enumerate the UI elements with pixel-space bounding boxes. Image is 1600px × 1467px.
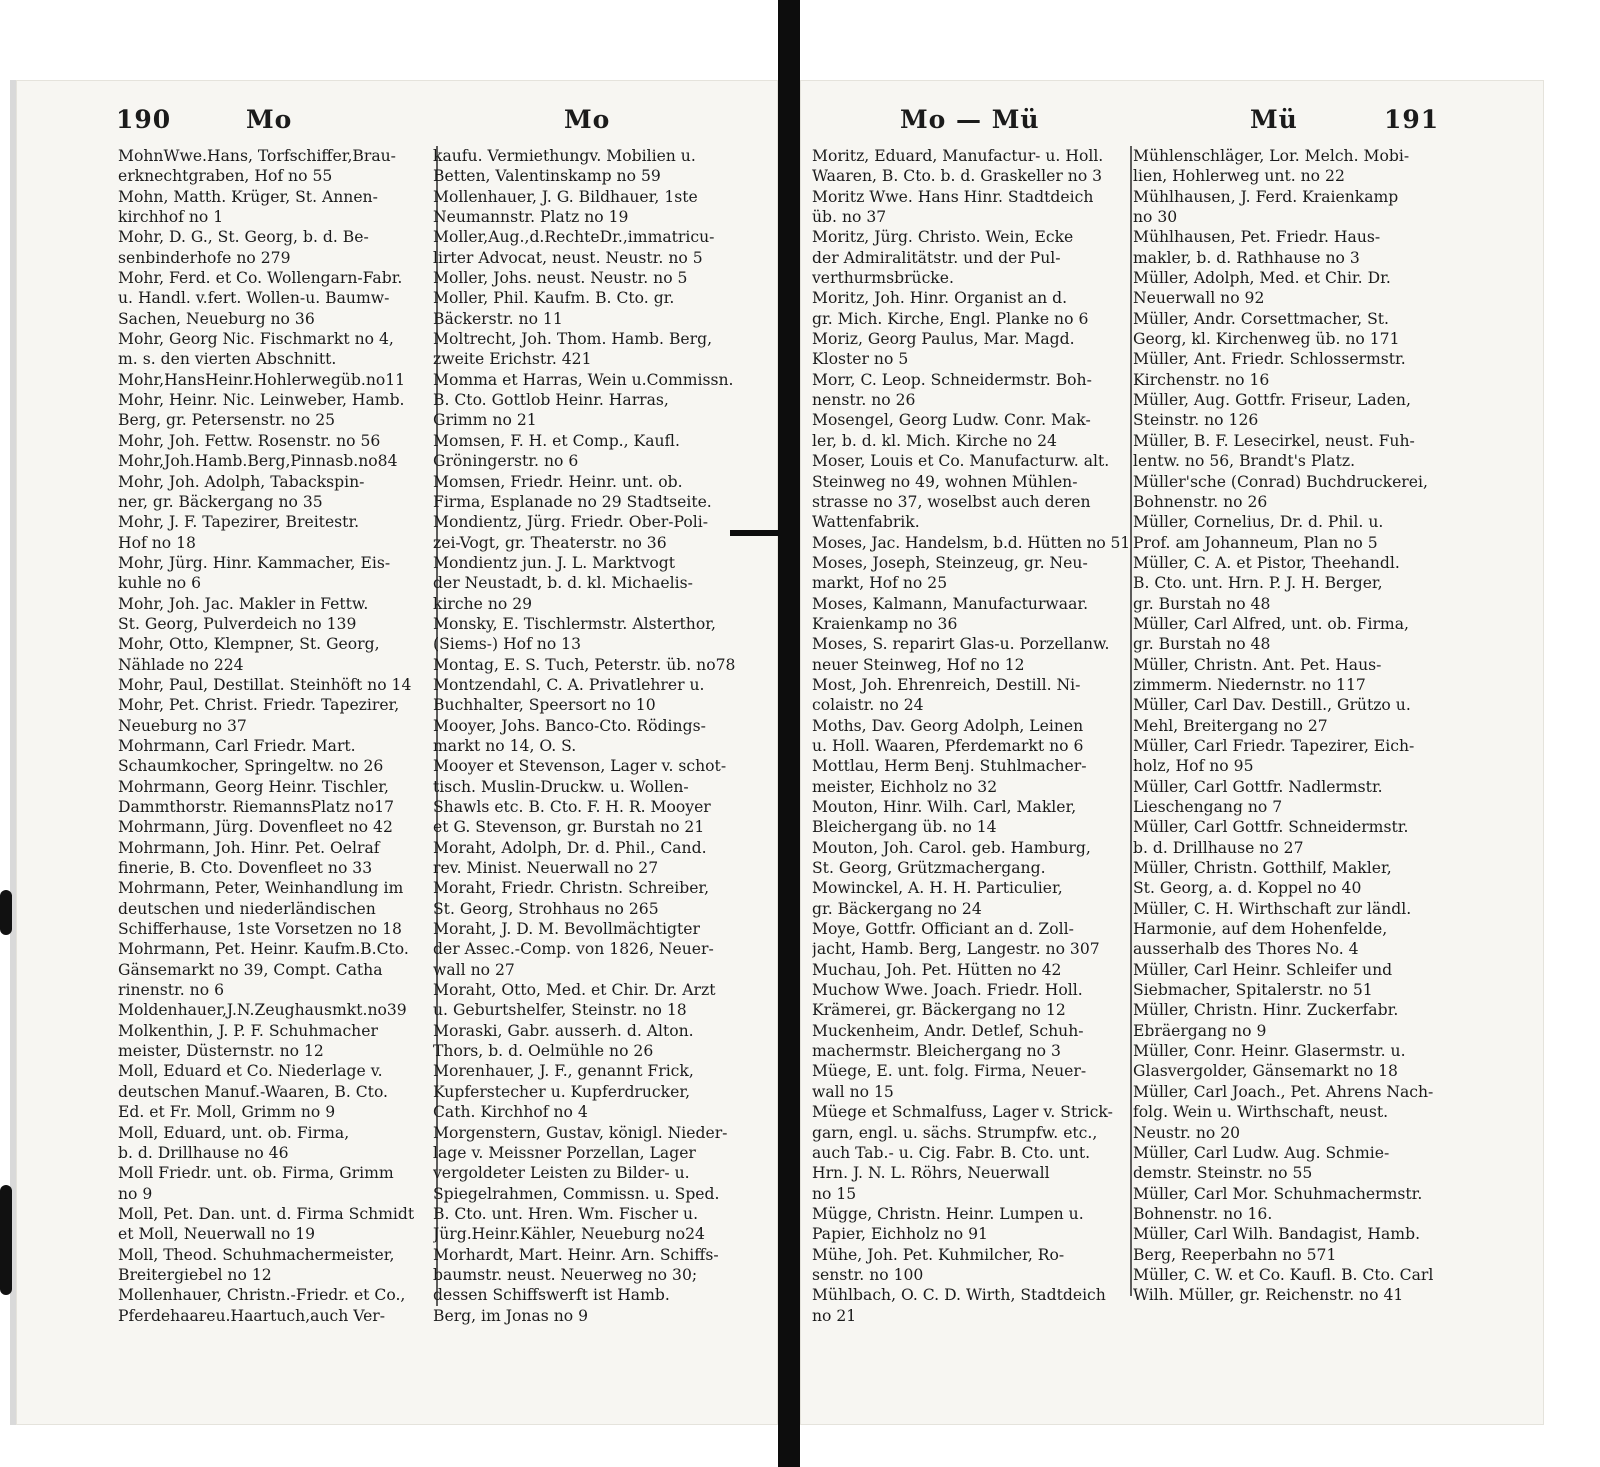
directory-line: Moraht, J. D. M. Bevollmächtigter: [433, 920, 700, 939]
directory-line: MohnWwe.Hans, Torfschiffer,Brau-: [118, 147, 396, 165]
directory-line: Neustr. no 20: [1133, 1123, 1241, 1142]
directory-line: et Moll, Neuerwall no 19: [118, 1225, 316, 1244]
directory-line: Most, Joh. Ehrenreich, Destill. Ni-: [812, 675, 1081, 694]
directory-line: Lieschengang no 7: [1133, 798, 1283, 816]
directory-line: Müller, Cornelius, Dr. d. Phil. u.: [1133, 513, 1384, 532]
directory-line: Moraski, Gabr. ausserh. d. Alton.: [433, 1021, 694, 1040]
directory-line: Ed. et Fr. Moll, Grimm no 9: [118, 1103, 336, 1122]
directory-line: Kirchenstr. no 16: [1133, 370, 1270, 389]
directory-line: Harmonie, auf dem Hohenfelde,: [1133, 920, 1388, 939]
directory-line: rinenstr. no 6: [118, 981, 224, 1000]
directory-line: Moldenhauer,J.N.Zeughausmkt.no39: [118, 1001, 407, 1020]
directory-line: Müller, Carl Mor. Schuhmachermstr.: [1133, 1184, 1423, 1203]
directory-line: Müller, Christn. Ant. Pet. Haus-: [1133, 655, 1382, 674]
directory-line: markt, Hof no 25: [812, 574, 948, 593]
directory-line: Müller, Carl Gottfr. Schneidermstr.: [1133, 818, 1409, 837]
directory-line: Breitergiebel no 12: [118, 1265, 272, 1284]
directory-line: Mohr, Otto, Klempner, St. Georg,: [118, 635, 380, 654]
directory-line: gr. Burstah no 48: [1133, 635, 1271, 654]
directory-line: Krämerei, gr. Bäckergang no 12: [812, 1001, 1066, 1020]
left-column-2: [433, 146, 758, 1326]
directory-line: holz, Hof no 95: [1133, 757, 1254, 776]
directory-line: wall no 15: [812, 1082, 894, 1101]
directory-line: Mohr, Paul, Destillat. Steinhöft no 14: [118, 675, 412, 694]
directory-line: garn, engl. u. sächs. Strumpfw. etc.,: [812, 1123, 1098, 1142]
directory-line: Mohr, D. G., St. Georg, b. d. Be-: [118, 228, 369, 247]
directory-line: Mohr, Ferd. et Co. Wollengarn-Fabr.: [118, 269, 403, 288]
directory-line: Moll, Pet. Dan. unt. d. Firma Schmidt: [118, 1204, 415, 1223]
directory-line: senstr. no 100: [812, 1265, 924, 1284]
directory-line: St. Georg, Pulverdeich no 139: [118, 614, 357, 633]
left-page: [10, 80, 778, 1425]
directory-line: Molkenthin, J. P. F. Schuhmacher: [118, 1021, 378, 1040]
directory-line: kirche no 29: [433, 594, 533, 613]
directory-line: erknechtgraben, Hof no 55: [118, 167, 333, 186]
directory-line: Grimm no 21: [433, 411, 537, 430]
directory-line: Müller, Carl Gottfr. Nadlermstr.: [1133, 777, 1383, 796]
directory-line: Ebräergang no 9: [1133, 1021, 1267, 1040]
directory-line: Morhardt, Mart. Heinr. Arn. Schiffs-: [433, 1245, 719, 1264]
directory-line: verthurmsbrücke.: [812, 269, 954, 288]
directory-line: kirchhof no 1: [118, 208, 224, 227]
directory-line: St. Georg, Grützmachergang.: [812, 859, 1046, 878]
directory-line: Sachen, Neueburg no 36: [118, 309, 315, 328]
directory-line: Müller, Conr. Heinr. Glasermstr. u.: [1133, 1042, 1406, 1061]
directory-line: Müller, Carl Dav. Destill., Grützo u.: [1133, 696, 1411, 715]
directory-line: Monsky, E. Tischlermstr. Alsterthor,: [433, 614, 716, 633]
directory-line: senbinderhofe no 279: [118, 248, 291, 267]
directory-line: Steinweg no 49, wohnen Mühlen-: [812, 472, 1078, 491]
directory-line: Neuerwall no 92: [1133, 289, 1265, 308]
directory-line: Kraienkamp no 36: [812, 614, 958, 633]
directory-line: Müller, Adolph, Med. et Chir. Dr.: [1133, 269, 1391, 288]
directory-line: demstr. Steinstr. no 55: [1133, 1164, 1313, 1183]
directory-line: dessen Schiffswerft ist Hamb.: [433, 1286, 670, 1305]
left-page-number: 190: [116, 105, 172, 134]
right-column-1: [812, 146, 1130, 1326]
directory-line: Bohnenstr. no 26: [1133, 492, 1268, 511]
directory-line: baumstr. neust. Neuerweg no 30;: [433, 1265, 698, 1284]
directory-line: kaufu. Vermiethungv. Mobilien u.: [433, 147, 696, 165]
directory-line: Mouton, Joh. Carol. geb. Hamburg,: [812, 838, 1091, 857]
directory-line: deutschen und niederländischen: [118, 899, 376, 918]
margin-fragment: [0, 890, 12, 935]
directory-line: Mohr, Joh. Jac. Makler in Fettw.: [118, 594, 369, 613]
directory-line: gr. Burstah no 48: [1133, 594, 1271, 613]
directory-line: Müller, C. H. Wirthschaft zur ländl.: [1133, 899, 1412, 918]
directory-line: Müller'sche (Conrad) Buchdruckerei,: [1133, 472, 1428, 491]
directory-line: u. Geburtshelfer, Steinstr. no 18: [433, 1001, 687, 1020]
directory-line: Mondientz, Jürg. Friedr. Ober-Poli-: [433, 513, 709, 532]
directory-line: Mottlau, Herm Benj. Stuhlmacher-: [812, 757, 1087, 776]
directory-line: Mohrmann, Joh. Hinr. Pet. Oelraf: [118, 838, 380, 857]
directory-line: Mehl, Breitergang no 27: [1133, 716, 1328, 735]
directory-line: makler, b. d. Rathhause no 3: [1133, 248, 1360, 267]
directory-line: Glasvergolder, Gänsemarkt no 18: [1133, 1062, 1398, 1081]
directory-line: Müller, Ant. Friedr. Schlossermstr.: [1133, 350, 1406, 369]
directory-line: m. s. den vierten Abschnitt.: [118, 350, 337, 369]
directory-line: lien, Hohlerweg unt. no 22: [1133, 167, 1345, 186]
directory-line: Hof no 18: [118, 533, 196, 552]
directory-line: Müller, Carl Alfred, unt. ob. Firma,: [1133, 614, 1409, 633]
directory-line: Müller, Carl Heinr. Schleifer und: [1133, 960, 1393, 979]
directory-line: gr. Bäckergang no 24: [812, 899, 982, 918]
directory-line: Georg, kl. Kirchenweg üb. no 171: [1133, 330, 1400, 349]
directory-line: Siebmacher, Spitalerstr. no 51: [1133, 981, 1373, 1000]
directory-line: lirter Advocat, neust. Neustr. no 5: [433, 248, 703, 267]
directory-line: neuer Steinweg, Hof no 12: [812, 655, 1025, 674]
directory-line: Müege, E. unt. folg. Firma, Neuer-: [812, 1062, 1087, 1081]
directory-line: B. Cto. unt. Hren. Wm. Fischer u.: [433, 1204, 699, 1223]
margin-fragment: [0, 1185, 12, 1295]
directory-line: jacht, Hamb. Berg, Langestr. no 307: [812, 940, 1100, 959]
directory-line: Hrn. J. N. L. Röhrs, Neuerwall: [812, 1164, 1050, 1183]
directory-line: Mohr, Georg Nic. Fischmarkt no 4,: [118, 330, 394, 349]
directory-line: Moll, Eduard et Co. Niederlage v.: [118, 1062, 383, 1081]
directory-line: Wilh. Müller, gr. Reichenstr. no 41: [1133, 1286, 1404, 1305]
directory-line: Nählade no 224: [118, 655, 244, 674]
directory-line: colaistr. no 24: [812, 696, 924, 715]
directory-line: lentw. no 56, Brandt's Platz.: [1133, 452, 1356, 471]
directory-line: Spiegelrahmen, Commissn. u. Sped.: [433, 1184, 720, 1203]
directory-line: Müller, Aug. Gottfr. Friseur, Laden,: [1133, 391, 1411, 410]
directory-line: Moses, Jac. Handelsm, b.d. Hütten no 51: [812, 533, 1130, 552]
directory-line: Morenhauer, J. F., genannt Frick,: [433, 1062, 694, 1081]
directory-line: Mohrmann, Pet. Heinr. Kaufm.B.Cto.: [118, 940, 409, 959]
directory-line: Mohrmann, Peter, Weinhandlung im: [118, 879, 404, 898]
directory-line: Prof. am Johanneum, Plan no 5: [1133, 533, 1378, 552]
directory-line: finerie, B. Cto. Dovenfleet no 33: [118, 859, 373, 878]
directory-line: Buchhalter, Speersort no 10: [433, 696, 656, 715]
directory-line: no 15: [812, 1184, 857, 1203]
directory-line: Mohr, Jürg. Hinr. Kammacher, Eis-: [118, 553, 391, 572]
directory-line: rev. Minist. Neuerwall no 27: [433, 859, 659, 878]
right-column-divider: [1130, 146, 1132, 1296]
directory-line: Bleichergang üb. no 14: [812, 818, 997, 837]
directory-line: Moritz Wwe. Hans Hinr. Stadtdeich: [812, 187, 1094, 206]
directory-line: ausserhalb des Thores No. 4: [1133, 940, 1359, 959]
directory-line: Müller, C. A. et Pistor, Theehandl.: [1133, 553, 1400, 572]
directory-line: Moller, Johs. neust. Neustr. no 5: [433, 269, 688, 288]
directory-line: zei-Vogt, gr. Theaterstr. no 36: [433, 533, 667, 552]
directory-line: Mohr, Heinr. Nic. Leinweber, Hamb.: [118, 391, 405, 410]
directory-line: Müller, Christn. Gotthilf, Makler,: [1133, 859, 1392, 878]
directory-line: Moll Friedr. unt. ob. Firma, Grimm: [118, 1164, 394, 1183]
directory-line: machermstr. Bleichergang no 3: [812, 1042, 1061, 1061]
directory-line: b. d. Drillhause no 46: [118, 1143, 289, 1162]
directory-line: wall no 27: [433, 960, 515, 979]
directory-line: b. d. Drillhause no 27: [1133, 838, 1304, 857]
directory-line: Müege et Schmalfuss, Lager v. Strick-: [812, 1103, 1113, 1122]
directory-line: lage v. Meissner Porzellan, Lager: [433, 1143, 696, 1162]
directory-line: Mohr, Joh. Fettw. Rosenstr. no 56: [118, 431, 381, 450]
directory-line: Mollenhauer, Christn.-Friedr. et Co.,: [118, 1286, 406, 1305]
directory-line: Moritz, Jürg. Christo. Wein, Ecke: [812, 228, 1074, 247]
directory-line: Mühlenschläger, Lor. Melch. Mobi-: [1133, 147, 1410, 165]
right-page-number: 191: [1384, 105, 1440, 134]
directory-line: Müller, Christn. Hinr. Zuckerfabr.: [1133, 1001, 1399, 1020]
directory-line: Neueburg no 37: [118, 716, 247, 735]
directory-line: Müller, Carl Wilh. Bandagist, Hamb.: [1133, 1225, 1421, 1244]
directory-line: Müller, Carl Ludw. Aug. Schmie-: [1133, 1143, 1390, 1162]
directory-line: Mohrmann, Georg Heinr. Tischler,: [118, 777, 389, 796]
directory-line: Mohr,Joh.Hamb.Berg,Pinnasb.no84: [118, 452, 398, 471]
directory-line: Jürg.Heinr.Kähler, Neueburg no24: [433, 1225, 705, 1244]
directory-line: markt no 14, O. S.: [433, 736, 577, 755]
directory-line: zimmerm. Niedernstr. no 117: [1133, 675, 1366, 694]
directory-line: St. Georg, a. d. Koppel no 40: [1133, 879, 1362, 898]
directory-line: u. Handl. v.fert. Wollen-u. Baumw-: [118, 289, 390, 308]
directory-line: Berg, im Jonas no 9: [433, 1306, 589, 1325]
directory-line: üb. no 37: [812, 208, 887, 227]
directory-line: Betten, Valentinskamp no 59: [433, 167, 661, 186]
directory-line: Moses, S. reparirt Glas-u. Porzellanw.: [812, 635, 1110, 654]
directory-line: Momma et Harras, Wein u.Commissn.: [433, 370, 734, 389]
directory-line: Muchow Wwe. Joach. Friedr. Holl.: [812, 981, 1083, 1000]
directory-line: ler, b. d. kl. Mich. Kirche no 24: [812, 431, 1057, 450]
directory-line: zweite Erichstr. 421: [433, 350, 592, 369]
left-header-first: Mo: [246, 105, 293, 134]
directory-line: Moses, Kalmann, Manufacturwaar.: [812, 594, 1089, 613]
directory-line: Mohr, J. F. Tapezirer, Breitestr.: [118, 513, 360, 532]
directory-line: et G. Stevenson, gr. Burstah no 21: [433, 818, 705, 837]
directory-line: Morr, C. Leop. Schneidermstr. Boh-: [812, 370, 1092, 389]
right-column-2: [1133, 146, 1433, 1306]
directory-line: Montzendahl, C. A. Privatlehrer u.: [433, 675, 705, 694]
directory-line: meister, Eichholz no 32: [812, 777, 998, 796]
directory-line: Mondientz jun. J. L. Marktvogt: [433, 553, 676, 572]
directory-line: Muchau, Joh. Pet. Hütten no 42: [812, 960, 1062, 979]
directory-line: Moraht, Otto, Med. et Chir. Dr. Arzt: [433, 981, 716, 1000]
directory-line: Mühlhausen, J. Ferd. Kraienkamp: [1133, 187, 1399, 206]
directory-line: Mohr, Pet. Christ. Friedr. Tapezirer,: [118, 696, 400, 715]
directory-line: der Assec.-Comp. von 1826, Neuer-: [433, 940, 714, 959]
directory-line: Mühe, Joh. Pet. Kuhmilcher, Ro-: [812, 1245, 1065, 1264]
directory-line: Müller, Andr. Corsettmacher, St.: [1133, 309, 1389, 328]
directory-line: Thors, b. d. Oelmühle no 26: [433, 1042, 654, 1061]
directory-line: Firma, Esplanade no 29 Stadtseite.: [433, 492, 712, 511]
directory-line: Waaren, B. Cto. b. d. Graskeller no 3: [812, 167, 1103, 186]
right-header-first: Mo — Mü: [900, 105, 1040, 134]
directory-line: Montag, E. S. Tuch, Peterstr. üb. no78: [433, 655, 736, 674]
directory-line: Mohn, Matth. Krüger, St. Annen-: [118, 187, 378, 206]
directory-line: Moller,Aug.,d.RechteDr.,immatricu-: [433, 228, 715, 247]
directory-line: no 21: [812, 1306, 857, 1325]
directory-line: Moths, Dav. Georg Adolph, Leinen: [812, 716, 1084, 735]
directory-line: Moraht, Adolph, Dr. d. Phil., Cand.: [433, 838, 707, 857]
directory-line: Moritz, Eduard, Manufactur- u. Holl.: [812, 147, 1104, 165]
directory-line: Kupferstecher u. Kupferdrucker,: [433, 1082, 691, 1101]
directory-line: Pferdehaareu.Haartuch,auch Ver-: [118, 1306, 386, 1325]
directory-line: deutschen Manuf.-Waaren, B. Cto.: [118, 1082, 389, 1101]
directory-line: Mohr, Joh. Adolph, Tabackspin-: [118, 472, 365, 491]
directory-line: Mouton, Hinr. Wilh. Carl, Makler,: [812, 798, 1077, 816]
directory-line: Moritz, Joh. Hinr. Organist an d.: [812, 289, 1068, 308]
directory-line: Muckenheim, Andr. Detlef, Schuh-: [812, 1021, 1084, 1040]
directory-line: Moltrecht, Joh. Thom. Hamb. Berg,: [433, 330, 713, 349]
directory-line: Moser, Louis et Co. Manufacturw. alt.: [812, 452, 1110, 471]
directory-line: auch Tab.- u. Cig. Fabr. B. Cto. unt.: [812, 1143, 1091, 1162]
directory-line: Kloster no 5: [812, 350, 909, 369]
directory-line: Mohrmann, Carl Friedr. Mart.: [118, 736, 356, 755]
directory-line: Wattenfabrik.: [812, 513, 920, 532]
directory-line: kuhle no 6: [118, 574, 202, 593]
directory-line: no 9: [118, 1184, 153, 1203]
directory-line: Müller, B. F. Lesecirkel, neust. Fuh-: [1133, 431, 1415, 450]
directory-line: tisch. Muslin-Druckw. u. Wollen-: [433, 777, 689, 796]
directory-line: strasse no 37, woselbst auch deren: [812, 492, 1091, 511]
directory-line: Bäckerstr. no 11: [433, 309, 563, 328]
directory-line: Momsen, F. H. et Comp., Kaufl.: [433, 431, 680, 450]
directory-line: Moll, Theod. Schuhmachermeister,: [118, 1245, 395, 1264]
right-page: [800, 80, 1544, 1425]
directory-line: Mohrmann, Jürg. Dovenfleet no 42: [118, 818, 393, 837]
directory-line: B. Cto. Gottlob Heinr. Harras,: [433, 391, 669, 410]
directory-line: Mügge, Christn. Heinr. Lumpen u.: [812, 1204, 1084, 1223]
directory-line: ner, gr. Bäckergang no 35: [118, 492, 323, 511]
directory-line: Mooyer, Johs. Banco-Cto. Rödings-: [433, 716, 706, 735]
directory-line: Cath. Kirchhof no 4: [433, 1103, 588, 1122]
directory-line: Berg, Reeperbahn no 571: [1133, 1245, 1337, 1264]
directory-line: Gänsemarkt no 39, Compt. Catha: [118, 960, 383, 979]
directory-line: Berg, gr. Petersenstr. no 25: [118, 411, 336, 430]
directory-line: Mooyer et Stevenson, Lager v. schot-: [433, 757, 727, 776]
directory-line: meister, Düsternstr. no 12: [118, 1042, 324, 1061]
directory-line: Moriz, Georg Paulus, Mar. Magd.: [812, 330, 1075, 349]
left-header-second: Mo: [564, 105, 611, 134]
directory-line: Schaumkocher, Springeltw. no 26: [118, 757, 384, 776]
directory-line: nenstr. no 26: [812, 391, 916, 410]
directory-line: Neumannstr. Platz no 19: [433, 208, 629, 227]
directory-line: Schifferhause, 1ste Vorsetzen no 18: [118, 920, 402, 939]
directory-line: Moses, Joseph, Steinzeug, gr. Neu-: [812, 553, 1088, 572]
directory-line: Moller, Phil. Kaufm. B. Cto. gr.: [433, 289, 675, 308]
directory-line: Steinstr. no 126: [1133, 411, 1259, 430]
directory-line: vergoldeter Leisten zu Bilder- u.: [433, 1164, 690, 1183]
right-header-second: Mü: [1250, 105, 1298, 134]
directory-line: Mühlhausen, Pet. Friedr. Haus-: [1133, 228, 1381, 247]
directory-line: Bohnenstr. no 16.: [1133, 1204, 1273, 1223]
gutter-notch: [730, 530, 780, 536]
directory-line: Müller, Carl Friedr. Tapezirer, Eich-: [1133, 736, 1415, 755]
directory-line: Morgenstern, Gustav, königl. Nieder-: [433, 1123, 728, 1142]
directory-line: B. Cto. unt. Hrn. P. J. H. Berger,: [1133, 574, 1383, 593]
directory-line: Moll, Eduard, unt. ob. Firma,: [118, 1123, 350, 1142]
directory-line: Mosengel, Georg Ludw. Conr. Mak-: [812, 411, 1091, 430]
directory-line: Mollenhauer, J. G. Bildhauer, 1ste: [433, 187, 698, 206]
directory-line: u. Holl. Waaren, Pferdemarkt no 6: [812, 736, 1084, 755]
directory-line: (Siems-) Hof no 13: [433, 635, 582, 654]
directory-line: Shawls etc. B. Cto. F. H. R. Mooyer: [433, 798, 711, 816]
directory-line: St. Georg, Strohhaus no 265: [433, 899, 659, 918]
directory-line: Momsen, Friedr. Heinr. unt. ob.: [433, 472, 683, 491]
directory-line: gr. Mich. Kirche, Engl. Planke no 6: [812, 309, 1089, 328]
directory-line: der Neustadt, b. d. kl. Michaelis-: [433, 574, 693, 593]
directory-line: Mowinckel, A. H. H. Particulier,: [812, 879, 1063, 898]
directory-line: Müller, Carl Joach., Pet. Ahrens Nach-: [1133, 1082, 1433, 1101]
book-gutter: [778, 0, 800, 1467]
directory-line: no 30: [1133, 208, 1178, 227]
directory-line: Moraht, Friedr. Christn. Schreiber,: [433, 879, 710, 898]
directory-line: Papier, Eichholz no 91: [812, 1225, 988, 1244]
directory-line: der Admiralitätstr. und der Pul-: [812, 248, 1061, 267]
directory-line: Dammthorstr. RiemannsPlatz no17: [118, 798, 395, 816]
directory-line: folg. Wein u. Wirthschaft, neust.: [1133, 1103, 1389, 1122]
directory-line: Mühlbach, O. C. D. Wirth, Stadtdeich: [812, 1286, 1106, 1305]
directory-line: Mohr,HansHeinr.Hohlerwegüb.no11: [118, 370, 406, 389]
left-column-1: [118, 146, 438, 1326]
directory-line: Gröningerstr. no 6: [433, 452, 579, 471]
directory-line: Müller, C. W. et Co. Kaufl. B. Cto. Carl: [1133, 1265, 1433, 1284]
directory-line: Moye, Gottfr. Officiant an d. Zoll-: [812, 920, 1074, 939]
